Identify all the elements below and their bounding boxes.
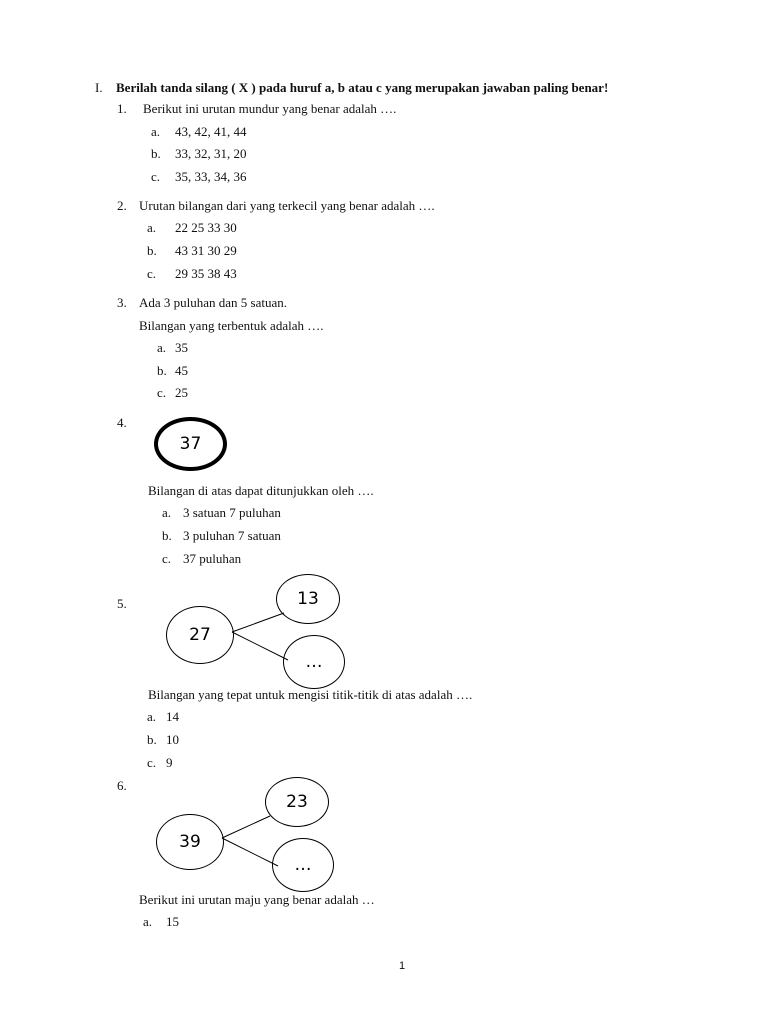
tree-connector-line (232, 632, 288, 660)
option-letter: c. (151, 169, 161, 184)
question-number: 2. (117, 198, 127, 213)
option-letter: b. (162, 528, 172, 543)
blank-part-circle: … (272, 838, 334, 892)
option-letter: a. (147, 709, 157, 724)
question-subtext: Bilangan yang terbentuk adalah …. (139, 318, 324, 333)
whole-number-circle: 39 (156, 814, 224, 870)
tree-connector-line (222, 838, 278, 866)
question-number: 5. (117, 596, 127, 611)
question-number: 4. (117, 415, 127, 430)
whole-number-circle: 27 (166, 606, 234, 664)
option-letter: a. (147, 220, 157, 235)
question-text: Bilangan di atas dapat ditunjukkan oleh …. (148, 483, 374, 498)
part-number-circle: 13 (276, 574, 340, 624)
option-letter: c. (157, 385, 167, 400)
option-letter: c. (162, 551, 172, 566)
option-text: 43, 42, 41, 44 (175, 124, 247, 139)
option-text: 15 (166, 914, 179, 929)
option-text: 43 31 30 29 (175, 243, 237, 258)
option-text: 3 satuan 7 puluhan (183, 505, 281, 520)
part-number-circle: 23 (265, 777, 329, 827)
question-text: Ada 3 puluhan dan 5 satuan. (139, 295, 288, 310)
option-letter: b. (147, 243, 157, 258)
question-text: Berikut ini urutan maju yang benar adalah … (139, 892, 375, 907)
question-text: Urutan bilangan dari yang terkecil yang benar adalah …. (139, 198, 435, 213)
option-text: 3 puluhan 7 satuan (183, 528, 281, 543)
option-text: 14 (166, 709, 179, 724)
option-text: 35 (175, 340, 188, 355)
tree-connector-line (222, 816, 270, 838)
section-instruction: Berilah tanda silang ( X ) pada huruf a, b atau c yang merupakan jawaban paling benar! (116, 80, 609, 95)
option-letter: c. (147, 266, 157, 281)
question-number: 1. (117, 101, 127, 116)
option-text: 25 (175, 385, 188, 400)
number-circle: 37 (154, 417, 227, 471)
option-letter: b. (157, 363, 167, 378)
option-letter: b. (151, 146, 161, 161)
option-letter: c. (147, 755, 157, 770)
question-number: 3. (117, 295, 127, 310)
option-text: 29 35 38 43 (175, 266, 237, 281)
page-number: 1 (399, 960, 406, 972)
option-text: 33, 32, 31, 20 (175, 146, 247, 161)
option-letter: a. (157, 340, 167, 355)
option-text: 22 25 33 30 (175, 220, 237, 235)
blank-part-circle: … (283, 635, 345, 689)
section-number: I. (95, 80, 103, 95)
question-number: 6. (117, 778, 127, 793)
option-text: 37 puluhan (183, 551, 242, 566)
option-letter: a. (143, 914, 153, 929)
option-letter: a. (162, 505, 172, 520)
tree-connector-line (232, 613, 284, 632)
option-text: 45 (175, 363, 188, 378)
option-text: 10 (166, 732, 179, 747)
option-text: 35, 33, 34, 36 (175, 169, 247, 184)
question-text: Bilangan yang tepat untuk mengisi titik-titik di atas adalah …. (148, 687, 473, 702)
question-text: Berikut ini urutan mundur yang benar adalah …. (143, 101, 397, 116)
option-text: 9 (166, 755, 173, 770)
option-letter: b. (147, 732, 157, 747)
option-letter: a. (151, 124, 161, 139)
